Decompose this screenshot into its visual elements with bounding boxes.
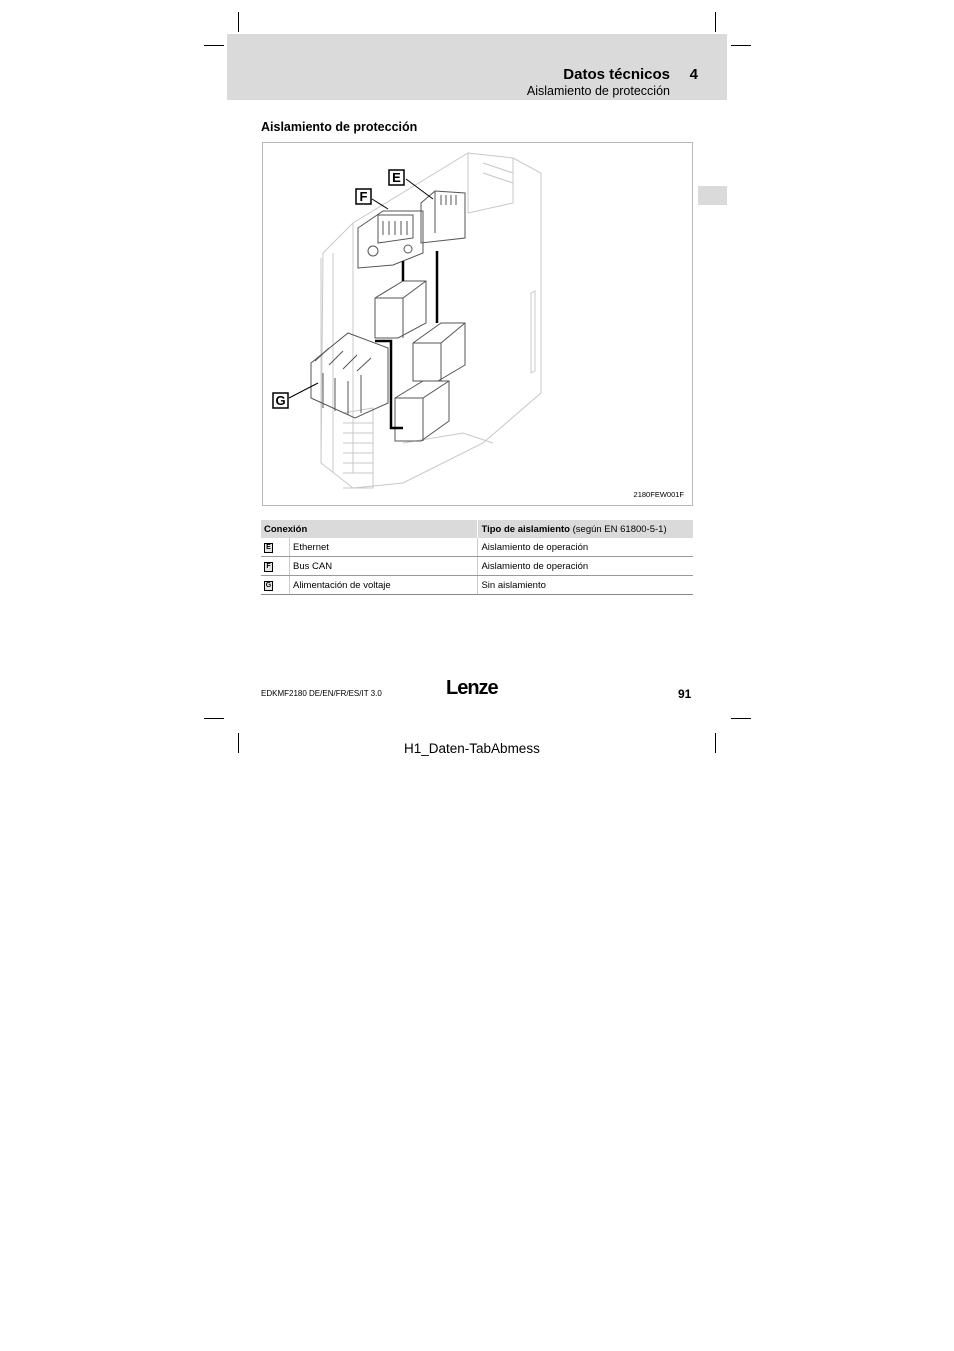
header-connection: Conexión [261, 520, 478, 538]
crop-mark [715, 733, 716, 753]
callout-e [389, 170, 404, 185]
header-isolation-type: Tipo de aislamiento (según EN 61800-5-1) [478, 520, 693, 538]
isolation-cell: Aislamiento de operación [478, 538, 693, 557]
connection-cell: Bus CAN [290, 557, 478, 576]
svg-text:G: G [275, 393, 286, 408]
chapter-title: Datos técnicos [563, 66, 670, 83]
page-number: 91 [678, 687, 692, 701]
table-row [261, 576, 693, 595]
crop-mark [238, 12, 239, 32]
connection-cell: Ethernet [290, 538, 478, 557]
crop-mark [731, 718, 751, 719]
chapter-subtitle: Aislamiento de protección [526, 84, 670, 98]
callout-g [273, 393, 288, 408]
header-band [227, 34, 727, 100]
document-reference: EDKMF2180 DE/EN/FR/ES/IT 3.0 [261, 689, 382, 698]
key-f: F [264, 562, 273, 572]
isolation-figure [262, 142, 693, 506]
svg-text:E: E [392, 170, 401, 185]
connection-cell: Alimentación de voltaje [290, 576, 478, 595]
crop-mark [715, 12, 716, 32]
table-header-row [261, 520, 693, 538]
isolation-table [261, 520, 693, 595]
device-illustration [263, 143, 694, 507]
crop-mark [204, 718, 224, 719]
key-e: E [264, 543, 273, 553]
svg-text:F: F [359, 189, 368, 204]
table-row [261, 538, 693, 557]
callout-f [356, 189, 371, 204]
figure-code: 2180FEW001F [633, 490, 684, 499]
key-g: G [265, 582, 272, 589]
crop-mark [204, 45, 224, 46]
table-row [261, 557, 693, 576]
section-title: Aislamiento de protección [261, 120, 418, 134]
crop-mark [238, 733, 239, 753]
crop-mark [731, 45, 751, 46]
isolation-cell: Aislamiento de operación [478, 557, 693, 576]
chapter-side-tab [698, 186, 727, 205]
isolation-cell: Sin aislamiento [478, 576, 693, 595]
chapter-number: 4 [689, 66, 698, 83]
document-tag: H1_Daten-TabAbmess [404, 741, 540, 756]
lenze-logo: Lenze [446, 677, 498, 699]
